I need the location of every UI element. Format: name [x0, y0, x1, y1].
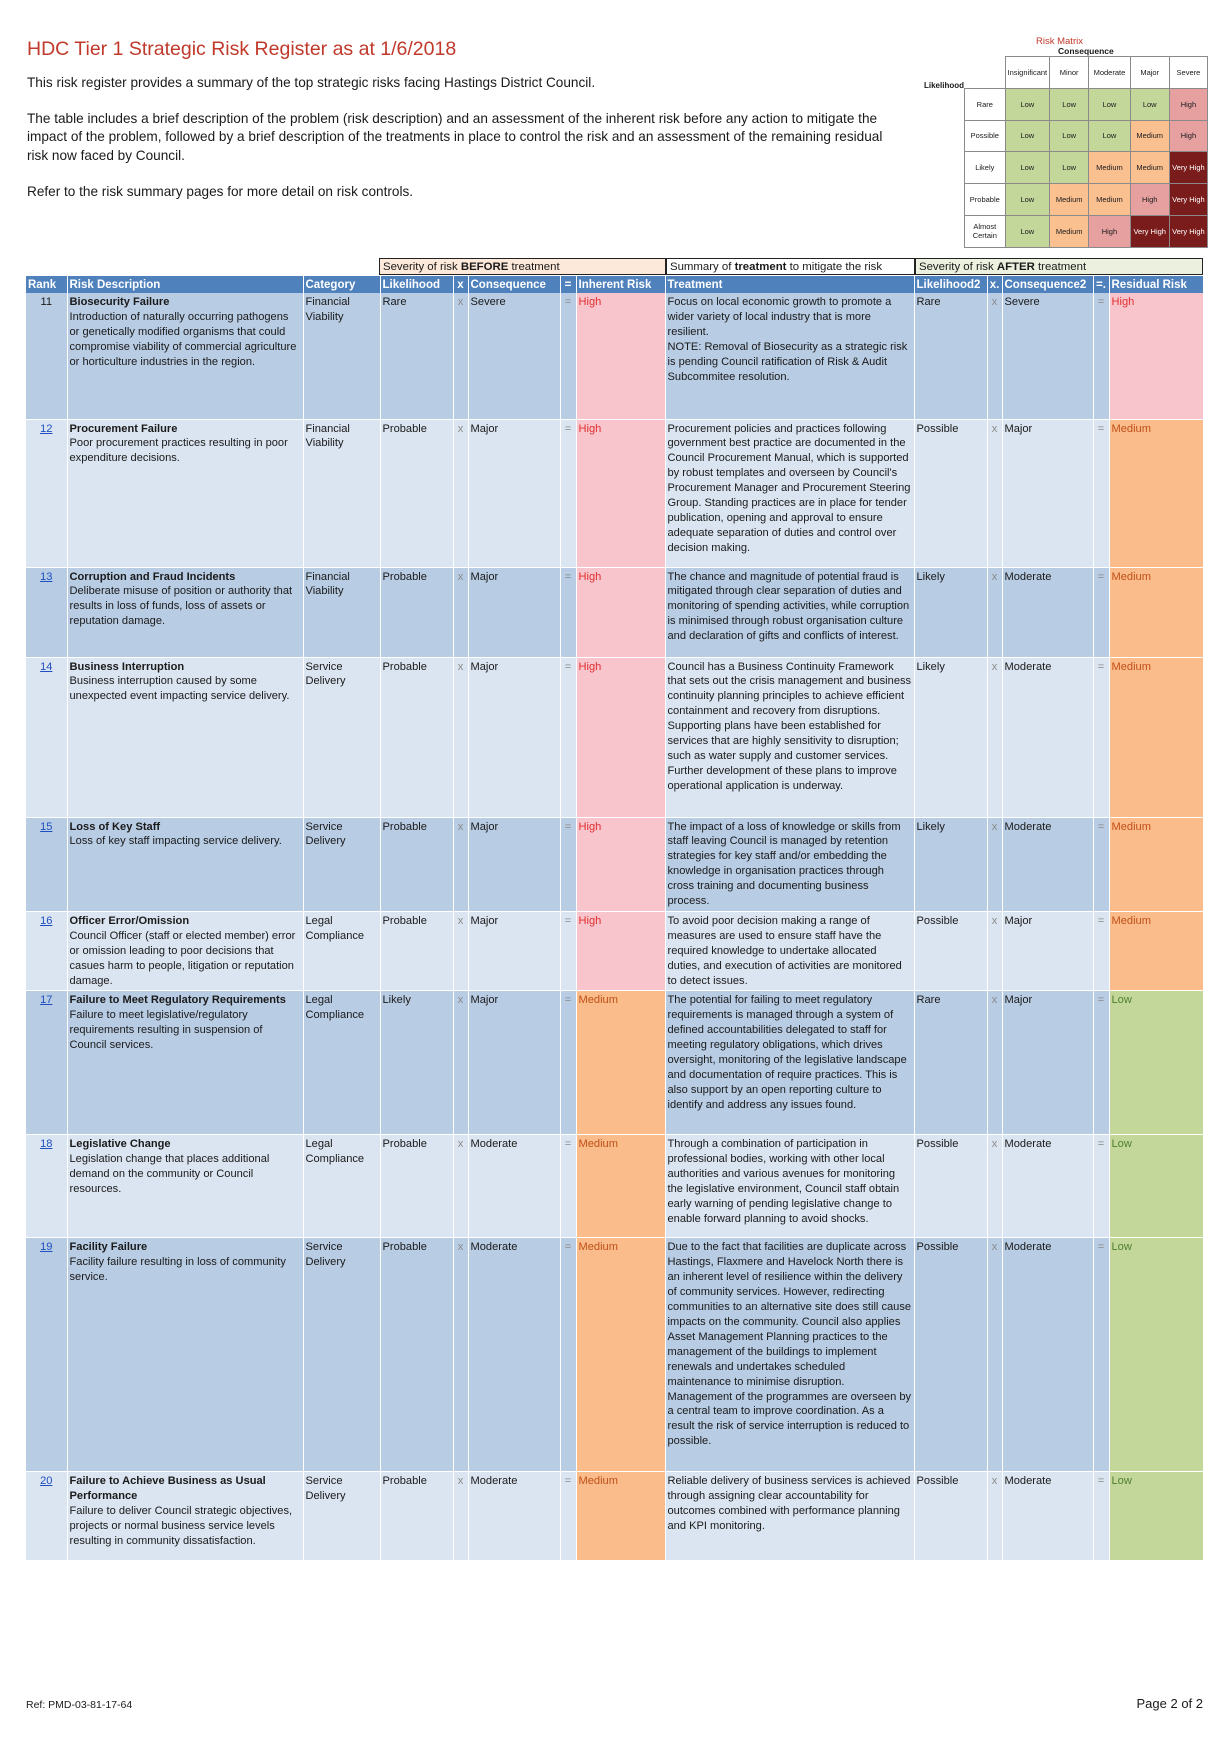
inherent-risk-cell: High [576, 911, 665, 991]
column-header: Category [303, 276, 380, 293]
matrix-cell: Low [1050, 120, 1089, 152]
risk-description: Failure to meet legislative/regulatory requirements resulting in suspension of Council services. [69, 1009, 263, 1052]
operator-times: x [987, 419, 1002, 567]
risk-description-cell [67, 419, 303, 567]
operator-times: x [453, 293, 468, 419]
matrix-cell: High [1169, 120, 1207, 152]
rank-link[interactable]: 13 [40, 570, 53, 583]
operator-times: x [987, 293, 1002, 419]
column-header: Residual Risk [1109, 276, 1203, 293]
residual-risk-cell: High [1109, 293, 1203, 419]
matrix-cell: Medium [1130, 120, 1169, 152]
category-cell: Financial Viability [303, 567, 380, 657]
likelihood2-cell: Likely [914, 567, 987, 657]
matrix-cell: Low [1050, 88, 1089, 120]
consequence-cell: Moderate [468, 1238, 560, 1472]
residual-risk-cell: Medium [1109, 817, 1203, 911]
rank-cell[interactable] [26, 567, 67, 657]
treatment-cell: Council has a Business Continuity Framework that sets out the crisis management and business continuity planning principles to achieve efficient containment and recovery from disruptions. Supporting plans have been established for services that are highly sensitivity to disruption; such as water supply and customer services. Further development of these plans to improve operational application is underway. [665, 657, 914, 817]
intro-paragraph: The table includes a brief description of the problem (risk description) and an assessment of the inherent risk before any action to mitigate the impact of the problem, followed by a brief description of the treatments in place to control the risk and an assessment of the remaining residual risk now faced by Council. [27, 111, 883, 163]
risk-description-cell [67, 1135, 303, 1238]
likelihood2-cell: Possible [914, 1238, 987, 1472]
matrix-row [965, 184, 1208, 216]
matrix-cell: High [1130, 184, 1169, 216]
risk-matrix [918, 34, 1208, 250]
risk-description-cell [67, 817, 303, 911]
operator-times: x [453, 657, 468, 817]
residual-risk-cell: Medium [1109, 567, 1203, 657]
consequence2-cell: Major [1002, 991, 1093, 1135]
consequence-cell: Moderate [468, 1135, 560, 1238]
column-header: =. [1093, 276, 1109, 293]
risk-description: Legislation change that places additional demand on the community or Council resources. [69, 1153, 270, 1196]
treatment-cell: Reliable delivery of business services is achieved through assigning clear accountability for outcomes combined with performance planning and KPI monitoring. [665, 1472, 914, 1561]
residual-risk-cell: Low [1109, 991, 1203, 1135]
category-cell: Service Delivery [303, 657, 380, 817]
inherent-risk-cell: High [576, 567, 665, 657]
group-text: Summary of [670, 261, 735, 273]
operator-equals: = [1093, 657, 1109, 817]
matrix-cell: Low [1005, 88, 1049, 120]
matrix-cell: Medium [1050, 215, 1089, 247]
operator-equals: = [560, 567, 576, 657]
operator-times: x [453, 419, 468, 567]
risk-description: Council Officer (staff or elected member) error or omission leading to poor decisions that casues harm to people, litigation or reputation damage. [69, 929, 296, 987]
matrix-cell: Medium [1089, 184, 1130, 216]
consequence-cell: Major [468, 817, 560, 911]
likelihood2-cell: Possible [914, 419, 987, 567]
operator-equals: = [1093, 817, 1109, 911]
operator-times: x [453, 1135, 468, 1238]
inherent-risk-cell: High [576, 419, 665, 567]
treatment-cell: To avoid poor decision making a range of measures are used to ensure staff have the required knowledge to undertake allocated duties, and execution of activities are monitored to detect issues. [665, 911, 914, 991]
matrix-row-label: Possible [965, 120, 1006, 152]
category-cell: Service Delivery [303, 1472, 380, 1561]
operator-equals: = [1093, 1472, 1109, 1561]
group-text: treatment [1034, 261, 1087, 273]
operator-equals: = [560, 657, 576, 817]
column-header: Consequence [468, 276, 560, 293]
matrix-cell: High [1169, 88, 1207, 120]
risk-title: Business Interruption [69, 660, 185, 673]
intro-paragraph: This risk register provides a summary of the top strategic risks facing Hastings District Council. [27, 75, 596, 90]
risk-description-cell [67, 1472, 303, 1561]
matrix-cell: Very High [1130, 215, 1169, 247]
group-text-bold: AFTER [996, 261, 1035, 273]
risk-title: Failure to Achieve Business as Usual Performance [69, 1475, 266, 1503]
likelihood-cell: Probable [380, 1472, 453, 1561]
risk-description-cell [67, 567, 303, 657]
risk-description-cell [67, 293, 303, 419]
operator-equals: = [560, 1238, 576, 1472]
matrix-row-label: Almost Certain [965, 215, 1006, 247]
matrix-row [965, 215, 1208, 247]
matrix-cell: Very High [1169, 215, 1207, 247]
matrix-cell: Low [1089, 120, 1130, 152]
risk-title: Corruption and Fraud Incidents [69, 570, 236, 583]
consequence2-cell: Moderate [1002, 817, 1093, 911]
risk-title: Legislative Change [69, 1138, 171, 1151]
intro-text [27, 74, 907, 219]
matrix-row [965, 120, 1208, 152]
operator-equals: = [560, 1135, 576, 1238]
matrix-column-header: Major [1130, 57, 1169, 89]
inherent-risk-cell: Medium [576, 991, 665, 1135]
consequence2-cell: Moderate [1002, 567, 1093, 657]
residual-risk-cell: Low [1109, 1238, 1203, 1472]
likelihood2-cell: Likely [914, 657, 987, 817]
likelihood2-cell: Possible [914, 1135, 987, 1238]
operator-equals: = [560, 293, 576, 419]
risk-title: Officer Error/Omission [69, 914, 190, 927]
consequence2-cell: Major [1002, 911, 1093, 991]
consequence-cell: Severe [468, 293, 560, 419]
risk-description-cell [67, 911, 303, 991]
consequence-label: Consequence [1058, 46, 1114, 56]
rank-cell[interactable] [26, 911, 67, 991]
consequence2-cell: Moderate [1002, 657, 1093, 817]
operator-equals: = [1093, 567, 1109, 657]
operator-times: x [453, 1238, 468, 1472]
likelihood2-cell: Rare [914, 991, 987, 1135]
risk-title: Facility Failure [69, 1241, 148, 1254]
category-cell: Service Delivery [303, 1238, 380, 1472]
category-cell: Financial Viability [303, 419, 380, 567]
likelihood2-cell: Rare [914, 293, 987, 419]
column-header: Likelihood2 [914, 276, 987, 293]
matrix-row-label: Likely [965, 152, 1006, 184]
table-row [26, 1238, 1203, 1472]
footer-page-number: Page 2 of 2 [1136, 1696, 1203, 1711]
likelihood-cell: Probable [380, 817, 453, 911]
category-cell: Legal Compliance [303, 991, 380, 1135]
group-header-treatment [666, 258, 915, 275]
treatment-cell: Procurement policies and practices following government best practice are documented in the Council Procurement Manual, which is supported by robust templates and overseen by Council's Procurement Manager and Procurement Steering Group. Standing practices are in place for tender publication, opening and approval to ensure adequate separation of duties and control over decision making. [665, 419, 914, 567]
footer-ref: Ref: PMD-03-81-17-64 [26, 1699, 133, 1711]
operator-times: x [987, 1135, 1002, 1238]
intro-paragraph: Refer to the risk summary pages for more detail on risk controls. [27, 183, 414, 199]
table-header-row [26, 276, 1203, 293]
matrix-cell: Very High [1169, 184, 1207, 216]
risk-description-cell [67, 991, 303, 1135]
rank-cell[interactable] [26, 1135, 67, 1238]
risk-register-table [26, 276, 1204, 1561]
column-header: Consequence2 [1002, 276, 1093, 293]
residual-risk-cell: Low [1109, 1472, 1203, 1561]
matrix-row [965, 152, 1208, 184]
risk-matrix-title: Risk Matrix [1036, 36, 1083, 47]
column-header: Rank [26, 276, 67, 293]
rank-link[interactable]: 19 [40, 1241, 53, 1254]
inherent-risk-cell: High [576, 817, 665, 911]
likelihood2-cell: Possible [914, 911, 987, 991]
rank-link[interactable]: 17 [40, 994, 53, 1007]
table-row [26, 1135, 1203, 1238]
matrix-cell: Medium [1050, 184, 1089, 216]
risk-description: Failure to deliver Council strategic objectives, projects or normal business service levels resulting in community dissatisfaction. [69, 1505, 293, 1548]
column-header: Inherent Risk [576, 276, 665, 293]
likelihood-cell: Probable [380, 567, 453, 657]
group-text-bold: treatment [734, 261, 787, 273]
column-header: Treatment [665, 276, 914, 293]
inherent-risk-cell: Medium [576, 1238, 665, 1472]
residual-risk-cell: Low [1109, 1135, 1203, 1238]
table-row [26, 293, 1203, 419]
rank-link[interactable]: 15 [40, 820, 53, 833]
rank-link[interactable]: 14 [40, 660, 53, 673]
treatment-cell: Focus on local economic growth to promote a wider variety of local industry that is more resilient. NOTE: Removal of Biosecurity as a strategic risk is pending Council ratification of Risk & Audit Subcommitee resolution. [665, 293, 914, 419]
group-text: Severity of risk [919, 261, 997, 273]
table-row [26, 419, 1203, 567]
risk-matrix-table [964, 56, 1208, 248]
operator-equals: = [560, 911, 576, 991]
rank-cell[interactable] [26, 1238, 67, 1472]
consequence-cell: Major [468, 419, 560, 567]
rank-cell[interactable] [26, 657, 67, 817]
operator-equals: = [1093, 1135, 1109, 1238]
operator-times: x [453, 817, 468, 911]
table-row [26, 817, 1203, 911]
rank-link[interactable]: 16 [40, 914, 53, 927]
risk-title: Failure to Meet Regulatory Requirements [69, 994, 286, 1007]
treatment-cell: The potential for failing to meet regulatory requirements is managed through a system of defined accountabilities delegated to staff for meeting regulatory obligations, which drives oversight, monitoring of the legislative landscape and documentation of require practices. This is also support by an open reporting culture to identify and address any issues found. [665, 991, 914, 1135]
matrix-cell: Low [1005, 184, 1049, 216]
matrix-cell: Low [1005, 120, 1049, 152]
operator-times: x [453, 1472, 468, 1561]
rank-cell[interactable] [26, 991, 67, 1135]
column-header: x. [987, 276, 1002, 293]
matrix-column-header: Severe [1169, 57, 1207, 89]
operator-times: x [453, 567, 468, 657]
table-row [26, 657, 1203, 817]
consequence-cell: Major [468, 911, 560, 991]
column-header: x [453, 276, 468, 293]
operator-equals: = [1093, 911, 1109, 991]
page-title: HDC Tier 1 Strategic Risk Register as at 1/6/2018 [27, 38, 457, 60]
risk-description: Business interruption caused by some unexpected event impacting service delivery. [69, 675, 290, 703]
matrix-column-header: Moderate [1089, 57, 1130, 89]
matrix-cell: Medium [1089, 152, 1130, 184]
likelihood-cell: Probable [380, 1238, 453, 1472]
likelihood-cell: Probable [380, 657, 453, 817]
matrix-cell: Low [1005, 215, 1049, 247]
category-cell: Service Delivery [303, 817, 380, 911]
consequence2-cell: Moderate [1002, 1238, 1093, 1472]
likelihood-cell: Probable [380, 419, 453, 567]
matrix-cell: Low [1089, 88, 1130, 120]
operator-times: x [453, 991, 468, 1135]
rank-cell[interactable] [26, 817, 67, 911]
risk-title: Procurement Failure [69, 422, 178, 435]
inherent-risk-cell: Medium [576, 1472, 665, 1561]
consequence-cell: Major [468, 657, 560, 817]
likelihood-cell: Probable [380, 911, 453, 991]
rank-link[interactable]: 18 [40, 1138, 53, 1151]
column-header: Risk Description [67, 276, 303, 293]
group-header-after [915, 258, 1203, 275]
operator-equals: = [560, 1472, 576, 1561]
matrix-column-header: Minor [1050, 57, 1089, 89]
likelihood-cell: Rare [380, 293, 453, 419]
consequence2-cell: Moderate [1002, 1472, 1093, 1561]
rank-link[interactable]: 20 [40, 1475, 53, 1488]
operator-equals: = [1093, 419, 1109, 567]
category-cell: Legal Compliance [303, 1135, 380, 1238]
operator-equals: = [560, 991, 576, 1135]
matrix-cell: Low [1005, 152, 1049, 184]
residual-risk-cell: Medium [1109, 911, 1203, 991]
operator-times: x [987, 817, 1002, 911]
group-text: to mitigate the risk [786, 261, 883, 273]
operator-equals: = [1093, 991, 1109, 1135]
rank-cell[interactable] [26, 419, 67, 567]
matrix-cell: High [1089, 215, 1130, 247]
treatment-cell: The chance and magnitude of potential fraud is mitigated through clear separation of duties and monitoring of spending activities, while corruption is minimised through robust organisation culture and declaration of gifts and conflicts of interest. [665, 567, 914, 657]
likelihood2-cell: Likely [914, 817, 987, 911]
consequence2-cell: Major [1002, 419, 1093, 567]
matrix-corner [965, 57, 1006, 89]
operator-times: x [987, 1238, 1002, 1472]
matrix-cell: Low [1050, 152, 1089, 184]
operator-times: x [453, 911, 468, 991]
matrix-cell: Medium [1130, 152, 1169, 184]
risk-description: Deliberate misuse of position or authority that results in loss of funds, loss of assets or reputation damage. [69, 585, 293, 628]
column-header: Likelihood [380, 276, 453, 293]
matrix-row-label: Rare [965, 88, 1006, 120]
operator-equals: = [560, 817, 576, 911]
group-text-bold: BEFORE [460, 261, 509, 273]
consequence-cell: Major [468, 991, 560, 1135]
operator-times: x [987, 1472, 1002, 1561]
risk-description: Introduction of naturally occurring pathogens or genetically modified organisms that could compromise viability of commercial agriculture or horticulture industries in the region. [69, 310, 297, 368]
table-row [26, 991, 1203, 1135]
inherent-risk-cell: High [576, 293, 665, 419]
table-row [26, 567, 1203, 657]
consequence2-cell: Moderate [1002, 1135, 1093, 1238]
operator-equals: = [1093, 293, 1109, 419]
risk-title: Biosecurity Failure [69, 296, 170, 308]
likelihood-cell: Probable [380, 1135, 453, 1238]
operator-times: x [987, 567, 1002, 657]
risk-title: Loss of Key Staff [69, 820, 161, 833]
inherent-risk-cell: High [576, 657, 665, 817]
group-text: Severity of risk [383, 261, 461, 273]
table-row [26, 1472, 1203, 1561]
risk-description: Loss of key staff impacting service delivery. [69, 835, 282, 848]
matrix-column-header: Insignificant [1005, 57, 1049, 89]
operator-equals: = [1093, 1238, 1109, 1472]
likelihood-cell: Likely [380, 991, 453, 1135]
rank-value: 11 [40, 296, 53, 308]
matrix-row-label: Probable [965, 184, 1006, 216]
group-text: treatment [508, 261, 560, 273]
group-header-before [379, 258, 666, 275]
column-header: = [560, 276, 576, 293]
consequence-cell: Moderate [468, 1472, 560, 1561]
likelihood-label: Likelihood [924, 81, 964, 90]
treatment-cell: Through a combination of participation in professional bodies, working with other local authorities and various avenues for monitoring the legislative environment, Council staff obtain early warning of pending legislative change to enable forward planning to avoid shocks. [665, 1135, 914, 1238]
risk-description-cell [67, 1238, 303, 1472]
matrix-cell: Low [1130, 88, 1169, 120]
category-cell: Legal Compliance [303, 911, 380, 991]
treatment-cell: Due to the fact that facilities are duplicate across Hastings, Flaxmere and Havelock North there is an inherent level of resilience within the delivery of community services. However, redirecting communities to an alternative site does still cause impacts on the community. Council also applies Asset Management Planning practices to the management of the buildings to implement renewals and undertakes scheduled maintenance to minimise disruption. Management of the programmes are overseen by a central team to improve coordination. As a result the risk of service interruption is reduced to possible. [665, 1238, 914, 1472]
residual-risk-cell: Medium [1109, 419, 1203, 567]
operator-times: x [987, 991, 1002, 1135]
residual-risk-cell: Medium [1109, 657, 1203, 817]
risk-description: Poor procurement practices resulting in poor expenditure decisions. [69, 437, 288, 465]
inherent-risk-cell: Medium [576, 1135, 665, 1238]
category-cell: Financial Viability [303, 293, 380, 419]
rank-cell[interactable] [26, 1472, 67, 1561]
operator-times: x [987, 657, 1002, 817]
risk-description-cell [67, 657, 303, 817]
risk-description: Facility failure resulting in loss of community service. [69, 1256, 286, 1284]
consequence2-cell: Severe [1002, 293, 1093, 419]
matrix-header-row [965, 57, 1208, 89]
likelihood2-cell: Possible [914, 1472, 987, 1561]
consequence-cell: Major [468, 567, 560, 657]
matrix-cell: Very High [1169, 152, 1207, 184]
treatment-cell: The impact of a loss of knowledge or skills from staff leaving Council is managed by retention strategies for key staff and/or embedding the knowledge in organisation practices through cross training and documenting business process. [665, 817, 914, 911]
operator-equals: = [560, 419, 576, 567]
operator-times: x [987, 911, 1002, 991]
rank-cell [26, 293, 67, 419]
table-row [26, 911, 1203, 991]
rank-link[interactable]: 12 [40, 422, 53, 435]
matrix-row [965, 88, 1208, 120]
